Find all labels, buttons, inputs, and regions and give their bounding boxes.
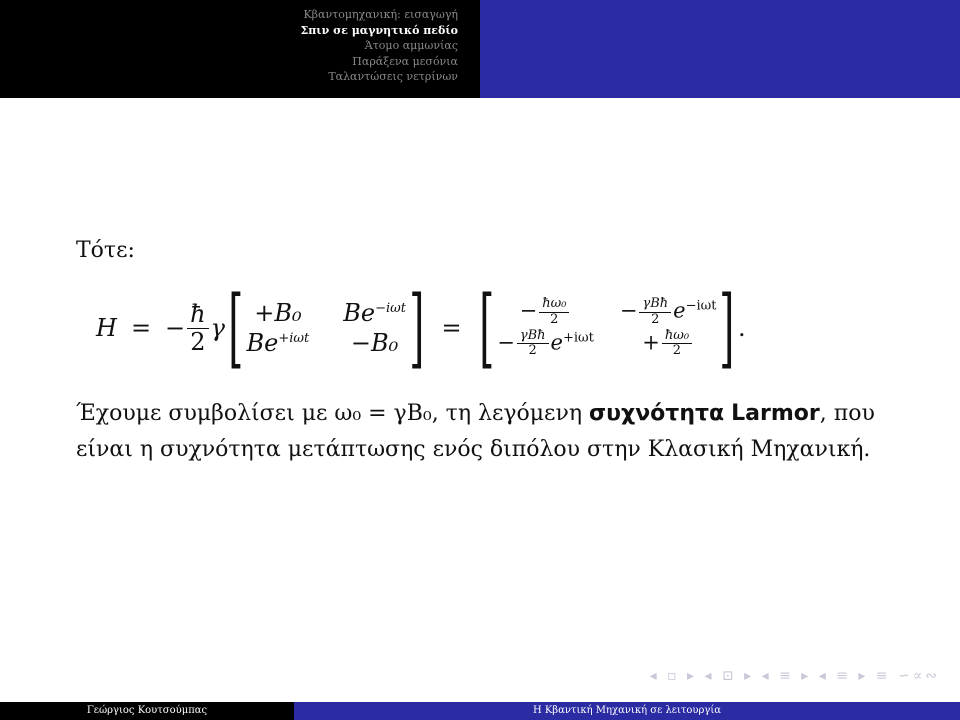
m2-a21: − $\frac{\text{γBħ}}{2}$ $e^{+i\omega t}$ — [497, 328, 594, 359]
section-link-neutrinos[interactable]: Ταλαντώσεις νετρίνων — [328, 70, 458, 83]
right-bracket-1: ] — [409, 278, 425, 378]
footer-author: Γεώργιος Κουτσούμπας — [0, 702, 294, 720]
para-text-2: , που είναι η συχνότητα μετάπτωσης ενός διπόλου στην Κλασική Μηχανική. — [76, 401, 875, 462]
slide-content — [76, 236, 896, 266]
footer-title: Η Κβαντική Μηχανική σε λειτουργία — [294, 702, 960, 720]
header-bar-right — [480, 0, 960, 98]
bold-term-1: συχνότητα — [589, 401, 725, 426]
para-text-1: Έχουμε συμβολίσει με ω₀ = γB₀, τη λεγόμενη — [76, 401, 583, 426]
m1-a12: $Be^{-i\omega t}$ — [343, 299, 406, 327]
m2-a22: + $\frac{\text{ħω₀}}{2}$ — [620, 329, 717, 359]
section-link-intro[interactable]: Κβαντομηχανική: εισαγωγή — [303, 8, 458, 21]
section-link-ammonia[interactable]: Άτομο αμμωνίας — [364, 39, 458, 52]
eq-lhs: H — [96, 314, 117, 342]
m2-a11: − $\frac{\text{ħω₀}}{2}$ — [497, 297, 594, 327]
left-bracket-2: [ — [478, 278, 494, 378]
hamiltonian-equation — [96, 278, 746, 378]
left-bracket-1: [ — [228, 278, 244, 378]
beamer-nav-icons[interactable]: ◂ ▫ ▸ ◂ ⊡ ▸ ◂ ≡ ▸ ◂ ≡ ▸ ≡ ∽∝∾ — [649, 668, 940, 684]
bold-term-2: Larmor — [731, 401, 820, 426]
right-bracket-2: ] — [719, 278, 735, 378]
gamma: γ — [210, 314, 225, 342]
larmor-paragraph — [76, 396, 876, 468]
m1-a21: $Be^{+i\omega t}$ — [246, 329, 310, 357]
m1-a11: +B₀ — [254, 299, 302, 327]
m2-a12: − $\frac{\text{γBħ}}{2}$ $e^{-i\omega t}$ — [619, 296, 717, 327]
eq-period: . — [738, 314, 746, 342]
slide-footer — [0, 702, 960, 720]
eq-sign-1: = — [130, 314, 152, 342]
eq-sign-2: = — [441, 314, 462, 342]
m1-a22: −B₀ — [350, 329, 399, 357]
section-link-spin[interactable]: Σπιν σε μαγνητικό πεδίο — [300, 23, 458, 37]
section-nav — [0, 0, 480, 98]
slide-header — [0, 0, 960, 98]
matrix-1 — [247, 299, 406, 357]
hbar-over-2 — [187, 301, 208, 355]
hbar: ħ — [187, 301, 208, 328]
section-link-mesons[interactable]: Παράξενα μεσόνια — [352, 54, 458, 68]
matrix-2 — [497, 297, 716, 358]
eq-minus: − — [165, 314, 186, 342]
two: 2 — [190, 327, 206, 356]
tote-label: Τότε: — [76, 238, 135, 263]
